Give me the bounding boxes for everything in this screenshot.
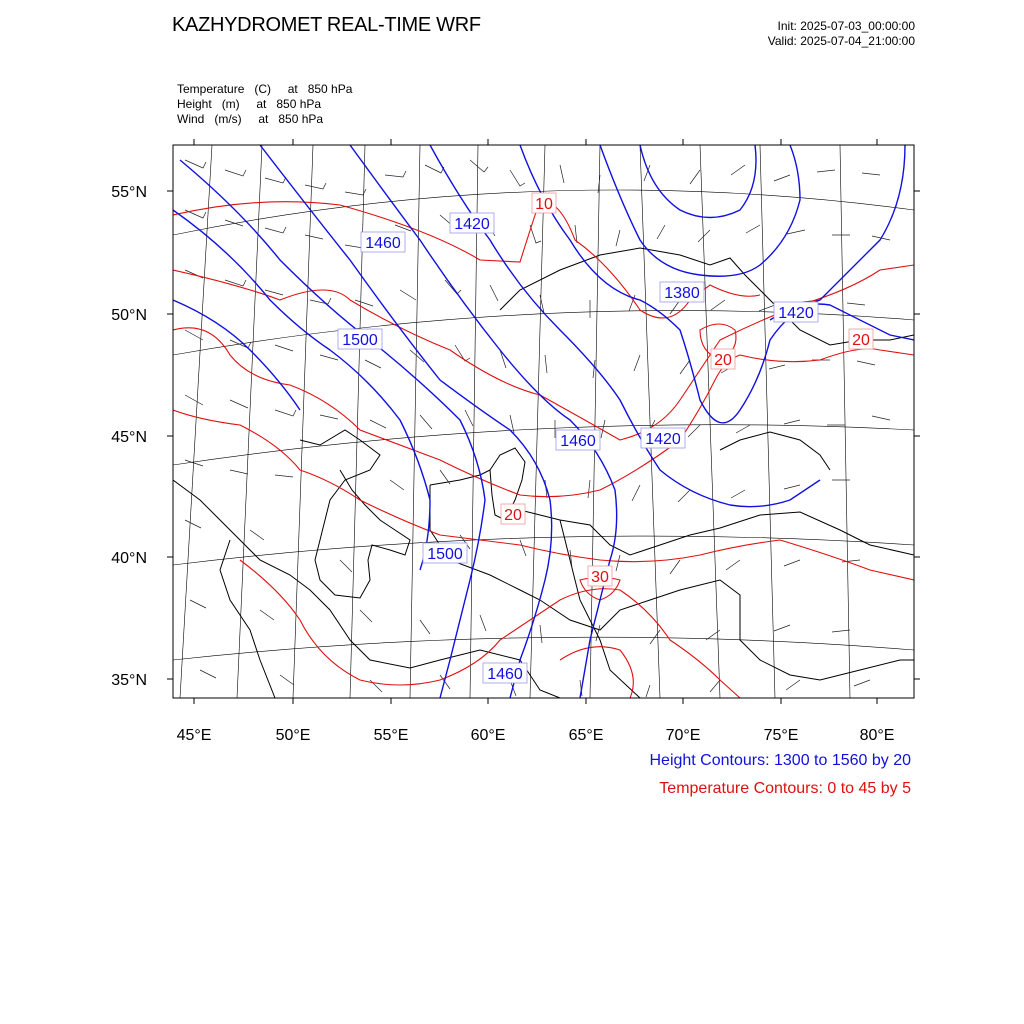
lon-tick-label: 50°E [275, 727, 311, 744]
lat-tick-label: 45°N [111, 429, 147, 446]
field-height: Height (m) at 850 hPa [177, 97, 322, 111]
lon-tick-labels [177, 727, 895, 744]
height-label: 1380 [664, 285, 700, 302]
map-background [173, 145, 914, 698]
temp-label: 20 [714, 352, 732, 369]
lon-tick-label: 75°E [763, 727, 799, 744]
temperature-legend: Temperature Contours: 0 to 45 by 5 [659, 780, 911, 797]
valid-time: Valid: 2025-07-04_21:00:00 [767, 34, 915, 48]
lon-tick-label: 65°E [568, 727, 604, 744]
temp-label: 30 [591, 569, 609, 586]
height-label: 1420 [454, 216, 490, 233]
lon-tick-label: 80°E [859, 727, 895, 744]
lat-tick-label: 35°N [111, 672, 147, 689]
init-time: Init: 2025-07-03_00:00:00 [777, 19, 915, 33]
height-label: 1500 [427, 546, 463, 563]
temp-label: 20 [504, 507, 522, 524]
lat-tick-label: 40°N [111, 550, 147, 567]
height-legend: Height Contours: 1300 to 1560 by 20 [649, 752, 911, 769]
lat-tick-label: 55°N [111, 184, 147, 201]
height-label: 1500 [342, 332, 378, 349]
field-wind: Wind (m/s) at 850 hPa [177, 112, 324, 126]
height-label: 1460 [487, 666, 523, 683]
height-label: 1420 [778, 305, 814, 322]
lon-tick-label: 70°E [665, 727, 701, 744]
lon-tick-label: 60°E [470, 727, 506, 744]
height-label: 1420 [645, 431, 681, 448]
height-label: 1460 [560, 433, 596, 450]
temp-label: 20 [852, 332, 870, 349]
field-temperature: Temperature (C) at 850 hPa [177, 82, 353, 96]
lon-tick-label: 45°E [176, 727, 212, 744]
lat-tick-label: 50°N [111, 307, 147, 324]
chart-title: KAZHYDROMET REAL-TIME WRF [172, 14, 481, 36]
temp-label: 10 [535, 196, 553, 213]
height-label: 1460 [365, 235, 401, 252]
lat-tick-labels [111, 184, 147, 689]
lon-tick-label: 55°E [373, 727, 409, 744]
